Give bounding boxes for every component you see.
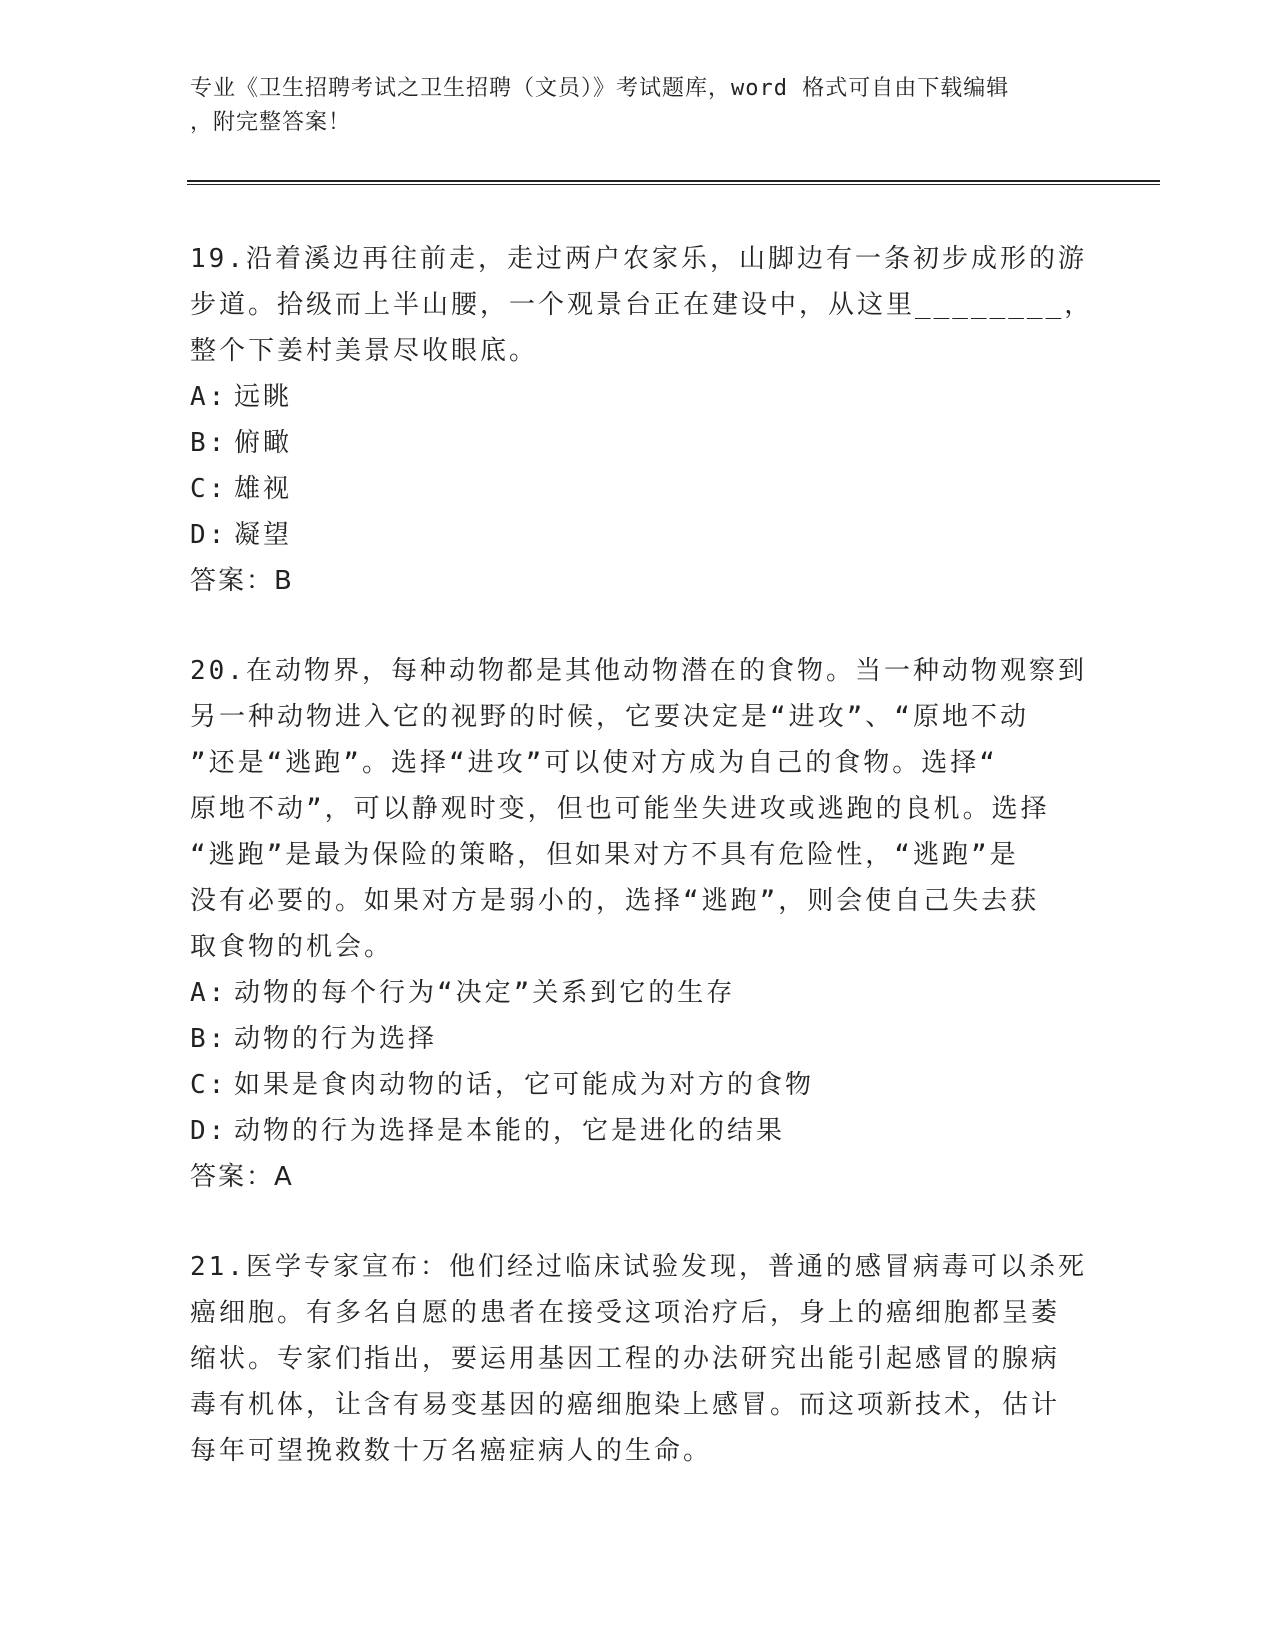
option-c (190, 1062, 1090, 1108)
option-key: B: (190, 1024, 228, 1054)
question-text-line: 癌细胞。有多名自愿的患者在接受这项治疗后，身上的癌细胞都呈萎 (190, 1298, 1061, 1328)
question-text-line: 没有必要的。如果对方是弱小的，选择“逃跑”，则会使自己失去获 (190, 886, 1040, 916)
option-text: 动物的行为选择 (234, 1024, 438, 1054)
question-text-line: “逃跑”是最为保险的策略，但如果对方不具有危险性，“逃跑”是 (190, 840, 1019, 870)
question-block (190, 1244, 1090, 1474)
option-text: 凝望 (234, 520, 293, 550)
question-text-line: ”还是“逃跑”。选择“进攻”可以使对方成为自己的食物。选择“ (190, 748, 998, 778)
question-text-line: 毒有机体，让含有易变基因的癌细胞染上感冒。而这项新技术，估计 (190, 1390, 1061, 1420)
option-text: 动物的行为选择是本能的，它是进化的结果 (234, 1116, 786, 1146)
question-text-line: 缩状。专家们指出，要运用基因工程的办法研究出能引起感冒的腺病 (190, 1344, 1061, 1374)
option-key: C: (190, 1070, 228, 1100)
header-line: 专业《卫生招聘考试之卫生招聘（文员）》考试题库，word 格式可自由下载编辑 (190, 76, 1010, 101)
question-text-line: 取食物的机会。 (190, 932, 394, 962)
option-text: 远眺 (234, 382, 293, 412)
question-text-line: 原地不动”，可以静观时变，但也可能坐失进攻或逃跑的良机。选择 (190, 794, 1050, 824)
option-a (190, 970, 1090, 1016)
option-text: 俯瞰 (234, 428, 293, 458)
option-text: 动物的每个行为“决定”关系到它的生存 (234, 978, 736, 1008)
answer-line: 答案：B (190, 566, 294, 596)
header-divider (187, 184, 1160, 185)
option-b (190, 420, 1090, 466)
question-block (190, 236, 1094, 604)
option-key: A: (190, 382, 228, 412)
option-text: 如果是食肉动物的话，它可能成为对方的食物 (234, 1070, 815, 1100)
option-d (190, 1108, 1090, 1154)
option-c (190, 466, 1090, 512)
question-text-line: 21.医学专家宣布：他们经过临床试验发现，普通的感冒病毒可以杀死 (190, 1252, 1087, 1282)
question-text-line: 19.沿着溪边再往前走，走过两户农家乐，山脚边有一条初步成形的游 (190, 244, 1087, 274)
option-d (190, 512, 1090, 558)
header-divider (187, 180, 1160, 182)
option-key: A: (190, 978, 228, 1008)
option-b (190, 1016, 1090, 1062)
header-line: ，附完整答案！ (190, 110, 352, 135)
option-key: D: (190, 520, 228, 550)
option-key: D: (190, 1116, 228, 1146)
option-key: B: (190, 428, 228, 458)
question-text-line: 20.在动物界，每种动物都是其他动物潜在的食物。当一种动物观察到 (190, 656, 1087, 686)
question-text-line: 步道。拾级而上半山腰，一个观景台正在建设中，从这里________， (190, 290, 1094, 320)
question-block (190, 648, 1090, 1200)
question-text-line: 另一种动物进入它的视野的时候，它要决定是“进攻”、“原地不动 (190, 702, 1029, 732)
question-text-line: 每年可望挽救数十万名癌症病人的生命。 (190, 1436, 713, 1466)
option-key: C: (190, 474, 228, 504)
option-text: 雄视 (234, 474, 293, 504)
option-a (190, 374, 1090, 420)
page-header (190, 72, 1090, 140)
question-text-line: 整个下姜村美景尽收眼底。 (190, 336, 539, 366)
answer-line: 答案：A (190, 1162, 294, 1192)
